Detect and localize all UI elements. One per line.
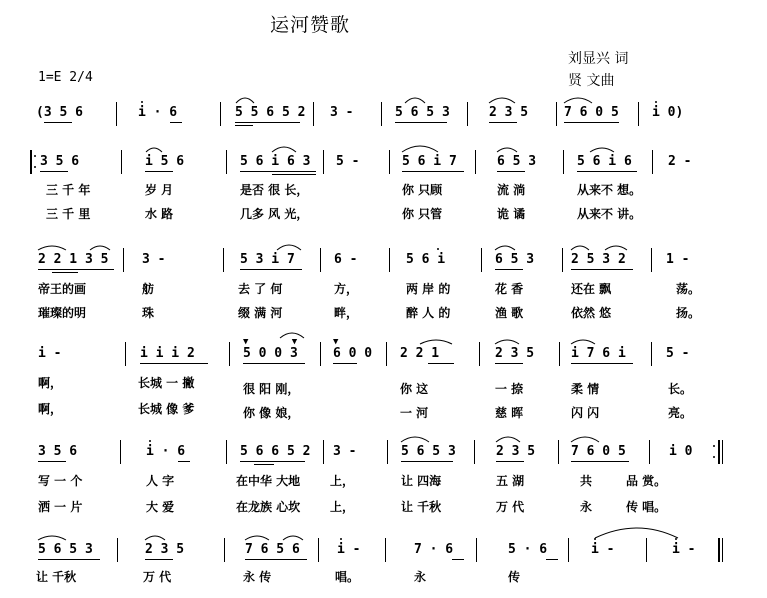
lyric: 扬。 [676, 306, 701, 320]
note-group: 3 5 6 [38, 444, 78, 459]
slur [489, 98, 515, 103]
note-group: 2 2 1 3 5 [38, 252, 109, 267]
lyric: 写 一 个 [38, 474, 83, 488]
note-group: i 5 6 [145, 154, 185, 169]
slur [571, 246, 589, 250]
note-group: i 0 [669, 444, 693, 459]
underline [235, 122, 300, 123]
slur [497, 148, 517, 152]
lyric: 诡 谲 [497, 207, 526, 221]
barline [220, 102, 221, 126]
lyric: 永 传 [243, 570, 272, 584]
underline [178, 461, 190, 462]
slur [277, 245, 301, 250]
note-group: (3 5 6 [36, 105, 83, 120]
barline [223, 248, 224, 272]
note-group: i - [672, 542, 696, 557]
slur [402, 146, 438, 152]
lyric: 是否 很 长， [240, 183, 309, 197]
slur [245, 536, 269, 540]
slur [272, 147, 296, 152]
fermata-mark: ▼ [333, 337, 339, 347]
repeat-end [718, 440, 720, 464]
barline [389, 248, 390, 272]
note-group: 3 - [330, 105, 354, 120]
high-dot [340, 538, 342, 540]
lyric: 永 [414, 570, 427, 584]
underline [38, 269, 114, 270]
lyricist-credit: 刘显兴 词 [568, 51, 629, 67]
composer-credit: 贤 文曲 [568, 73, 615, 89]
lyric: 三 千 里 [46, 207, 91, 221]
lyric: 让 四海 [401, 474, 442, 488]
repeat-end [722, 440, 723, 464]
barline [556, 102, 557, 126]
underline [240, 269, 302, 270]
lyric: 唱。 [335, 570, 360, 584]
note-group: 2 3 5 [495, 346, 535, 361]
slur [401, 437, 429, 442]
underline [489, 122, 517, 123]
high-dot [141, 101, 143, 103]
lyric: 流 淌 [497, 183, 526, 197]
lyric: 很 阳 刚， [243, 382, 300, 396]
slur [283, 536, 303, 540]
barline [646, 538, 647, 562]
lyric: 在中华 大地 [236, 474, 301, 488]
note-group: 5 · 6 [508, 542, 548, 557]
underline [495, 269, 523, 270]
barline [638, 102, 639, 126]
underline [38, 559, 100, 560]
barline [474, 440, 475, 464]
note-group: i · 6 [146, 444, 186, 459]
lyric: 渔 歌 [495, 306, 524, 320]
note-group: 2 3 5 [489, 105, 529, 120]
lyric: 长。 [668, 382, 693, 396]
lyric: 水 路 [145, 207, 174, 221]
fermata-marks: ▼ ▼ [243, 337, 298, 347]
slur [495, 246, 515, 250]
slur [236, 98, 254, 103]
lyric: 几多 风 光， [240, 207, 309, 221]
barline [568, 538, 569, 562]
lyric: 舫 [142, 282, 155, 296]
underline [452, 559, 464, 560]
barline [652, 150, 653, 174]
barline [226, 440, 227, 464]
barline [320, 342, 321, 366]
note-group: 5 6 6 5 2 [240, 444, 311, 459]
underline [395, 122, 447, 123]
barline [313, 102, 314, 126]
slur [564, 98, 592, 103]
note-group: 3 - [333, 444, 357, 459]
underline [577, 171, 637, 172]
note-group: 5 6 5 3 [395, 105, 450, 120]
underline [571, 461, 629, 462]
barline [120, 440, 121, 464]
barline [558, 440, 559, 464]
note-group: 1 - [666, 252, 690, 267]
underline [571, 269, 633, 270]
note-group: 7 6 0 5 [571, 444, 626, 459]
slur [571, 340, 595, 344]
barline [121, 150, 122, 174]
barline [116, 102, 117, 126]
note-group: 6 - [334, 252, 358, 267]
note-group: 3 5 6 [40, 154, 80, 169]
lyric: 畔， [334, 306, 359, 320]
barline [476, 538, 477, 562]
note-group: i - [38, 346, 62, 361]
note-group: i · 6 [138, 105, 178, 120]
lyric: 永 [580, 500, 593, 514]
underline [546, 559, 558, 560]
slur [38, 246, 66, 250]
underline [272, 174, 316, 175]
lyric: 你 只顾 [402, 183, 443, 197]
lyric: 缀 满 河 [238, 306, 283, 320]
underline [564, 122, 619, 123]
lyric: 万 代 [496, 500, 525, 514]
lyric: 让 千秋 [36, 570, 77, 584]
note-group: 5 6 i [406, 252, 446, 267]
underline [496, 461, 524, 462]
slur [90, 246, 110, 250]
lyric: 醉 人 的 [406, 306, 451, 320]
barline [649, 440, 650, 464]
underline [40, 171, 68, 172]
lyric: 从来不 想。 [577, 183, 642, 197]
lyric: 一 捺 [495, 382, 524, 396]
final-barline [718, 538, 720, 562]
lyric: 从来不 讲。 [577, 207, 642, 221]
note-group: 7 · 6 [414, 542, 454, 557]
lyric: 珠 [142, 306, 155, 320]
lyric: 三 千 年 [46, 183, 91, 197]
barline [125, 342, 126, 366]
barline [323, 150, 324, 174]
barline [320, 248, 321, 272]
barline [318, 538, 319, 562]
underline [145, 171, 173, 172]
underline [44, 122, 72, 123]
lyric: 啊， [38, 376, 63, 390]
note-group: i i i 2 [140, 346, 195, 361]
note-group: 5 0 0 3 [243, 346, 298, 361]
slur [605, 246, 627, 250]
key-signature: 1=E 2/4 [38, 70, 93, 85]
lyric: 上， [330, 474, 355, 488]
slur [496, 437, 520, 442]
lyric: 两 岸 的 [406, 282, 451, 296]
lyric: 方， [334, 282, 359, 296]
underline [402, 171, 464, 172]
note-group: 6 5 3 [497, 154, 537, 169]
lyric: 花 香 [495, 282, 524, 296]
underline [497, 171, 525, 172]
barline [467, 102, 468, 126]
lyric: 共 [580, 474, 593, 488]
barline [323, 440, 324, 464]
lyric: 人 字 [146, 474, 175, 488]
underline [235, 125, 253, 126]
underline [240, 171, 316, 172]
lyric: 慈 晖 [495, 406, 524, 420]
lyric: 传 [508, 570, 521, 584]
barline [229, 342, 230, 366]
lyric: 一 河 [400, 406, 429, 420]
lyric: 去 了 何 [238, 282, 283, 296]
high-dot [675, 538, 677, 540]
note-group: 5 6 i 6 3 [240, 154, 311, 169]
note-group: i - [591, 542, 615, 557]
repeat-dot [34, 166, 36, 168]
repeat-dot [713, 456, 715, 458]
high-dot [594, 538, 596, 540]
barline [117, 538, 118, 562]
high-dot [149, 440, 151, 442]
underline [495, 363, 523, 364]
lyric: 洒 一 片 [38, 500, 83, 514]
note-group: 7 6 0 5 [564, 105, 619, 120]
underline [401, 461, 453, 462]
underline [254, 464, 274, 465]
note-group: 5 - [336, 154, 360, 169]
underline [170, 122, 182, 123]
high-dot [437, 248, 439, 250]
barline [651, 342, 652, 366]
high-dot [655, 101, 657, 103]
underline [38, 461, 66, 462]
slur [590, 148, 614, 152]
note-group: i 7 6 i [571, 346, 626, 361]
lyric: 你 只管 [402, 207, 443, 221]
slur [420, 340, 452, 344]
lyric: 柔 情 [571, 382, 600, 396]
underline [245, 559, 307, 560]
note-group: 3 - [142, 252, 166, 267]
barline [559, 342, 560, 366]
note-group: 5 3 i 7 [240, 252, 295, 267]
barline [386, 342, 387, 366]
note-group: 5 6 i 7 [402, 154, 457, 169]
slur [495, 340, 519, 344]
note-group: 7 6 5 6 [245, 542, 300, 557]
barline [389, 150, 390, 174]
barline [123, 248, 124, 272]
note-group: 5 6 i 6 [577, 154, 632, 169]
lyric: 荡。 [676, 282, 701, 296]
lyric: 你 像 娘， [243, 406, 300, 420]
lyric: 啊， [38, 402, 63, 416]
underline [52, 272, 78, 273]
lyric: 上， [330, 500, 355, 514]
lyric: 亮。 [668, 406, 693, 420]
underline [571, 363, 633, 364]
lyric: 还在 飘 [571, 282, 612, 296]
underline [140, 363, 208, 364]
barline [226, 150, 227, 174]
repeat-dot [34, 155, 36, 157]
note-group: 5 6 5 3 [401, 444, 456, 459]
slur [146, 148, 162, 152]
underline [428, 363, 454, 364]
lyric: 岁 月 [145, 183, 174, 197]
repeat-start [30, 150, 32, 174]
lyric: 万 代 [143, 570, 172, 584]
lyric: 长城 像 爹 [138, 402, 195, 416]
repeat-dot [713, 445, 715, 447]
barline [481, 248, 482, 272]
note-group: i 0) [652, 105, 684, 120]
lyric: 闪 闪 [571, 406, 600, 420]
lyric: 依然 悠 [571, 306, 612, 320]
song-title: 运河赞歌 [270, 14, 351, 36]
lyric: 大 爱 [146, 500, 175, 514]
barline [387, 440, 388, 464]
lyric: 长城 一 撇 [138, 376, 195, 390]
note-group: 5 5 6 5 2 [235, 105, 306, 120]
lyric: 璀璨的明 [38, 306, 87, 320]
note-group: 5 - [666, 346, 690, 361]
barline [475, 150, 476, 174]
final-barline [722, 538, 723, 562]
barline [224, 538, 225, 562]
tie [595, 528, 678, 538]
note-group: 2 3 5 [145, 542, 185, 557]
underline [333, 363, 357, 364]
barline [381, 102, 382, 126]
note-group: 6 5 3 [495, 252, 535, 267]
barline [385, 538, 386, 562]
barline [651, 248, 652, 272]
lyric: 品 赏。 [626, 474, 667, 488]
note-group: 6 0 0 [333, 346, 373, 361]
barline [479, 342, 480, 366]
lyric: 在龙族 心坎 [236, 500, 301, 514]
note-group: 2 3 5 [496, 444, 536, 459]
lyric: 让 千秋 [401, 500, 442, 514]
note-group: 2 - [668, 154, 692, 169]
underline [145, 559, 173, 560]
note-group: 5 6 5 3 [38, 542, 93, 557]
slur [38, 536, 66, 540]
lyric: 帝王的画 [38, 282, 87, 296]
lyric: 你 这 [400, 382, 429, 396]
slur [571, 437, 599, 442]
slur [405, 98, 425, 103]
underline [243, 363, 305, 364]
note-group: 2 2 1 [400, 346, 440, 361]
note-group: 2 5 3 2 [571, 252, 626, 267]
slur [145, 536, 165, 540]
barline [563, 150, 564, 174]
note-group: i - [337, 542, 361, 557]
lyric: 五 湖 [496, 474, 525, 488]
barline [562, 248, 563, 272]
underline [240, 461, 305, 462]
lyric: 传 唱。 [626, 500, 667, 514]
